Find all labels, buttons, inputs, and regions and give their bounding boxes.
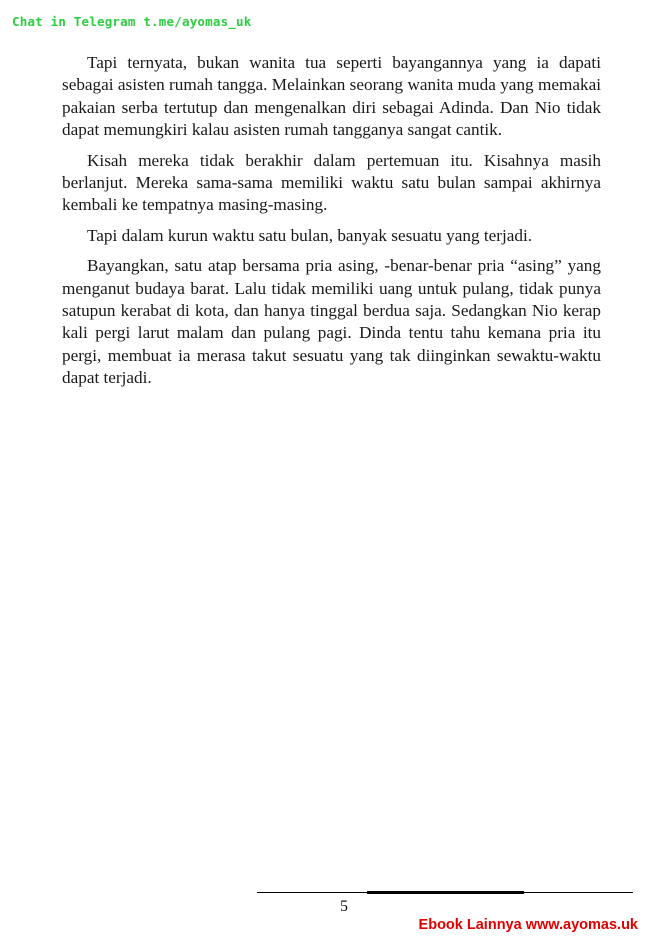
paragraph: Tapi dalam kurun waktu satu bulan, banyak sesuatu yang terjadi. [87, 225, 533, 245]
paragraph: Kisah mereka tidak berakhir dalam pertemuan itu. Kisahnya masih berlanjut. Mereka sama-sama memiliki waktu satu bulan sampai akhirnya kembali ke tempatnya masing-masing. [62, 150, 601, 215]
paragraph: Bayangkan, satu atap bersama pria asing, -benar-benar pria “asing” yang menganut budaya barat. Lalu tidak memiliki uang untuk pulang, tidak punya satupun kerabat di kota, dan hanya tinggal berdua saja. Sedangkan Nio kerap kali pergi larut malam dan pulang pagi. Dinda tentu tahu kemana pria itu pergi, membuat ia merasa takut sesuatu yang tak diinginkan sewaktu-waktu dapat terjadi. [62, 256, 601, 388]
footer-divider-accent [367, 891, 524, 894]
paragraph: Tapi ternyata, bukan wanita tua seperti bayangannya yang ia dapati sebagai asisten rumah tangga. Melainkan seorang wanita muda yang memakai pakaian serba tertutup dan mengenalkan diri sebagai Adinda. Dan Nio tidak dapat memungkiri kalau asisten rumah tangganya sangat cantik. [62, 53, 601, 140]
ebook-link[interactable]: Ebook Lainnya www.ayomas.uk [418, 917, 638, 933]
document-body [62, 52, 601, 398]
telegram-banner[interactable]: Chat in Telegram t.me/ayomas_uk [12, 14, 252, 29]
page-number: 5 [340, 898, 348, 915]
